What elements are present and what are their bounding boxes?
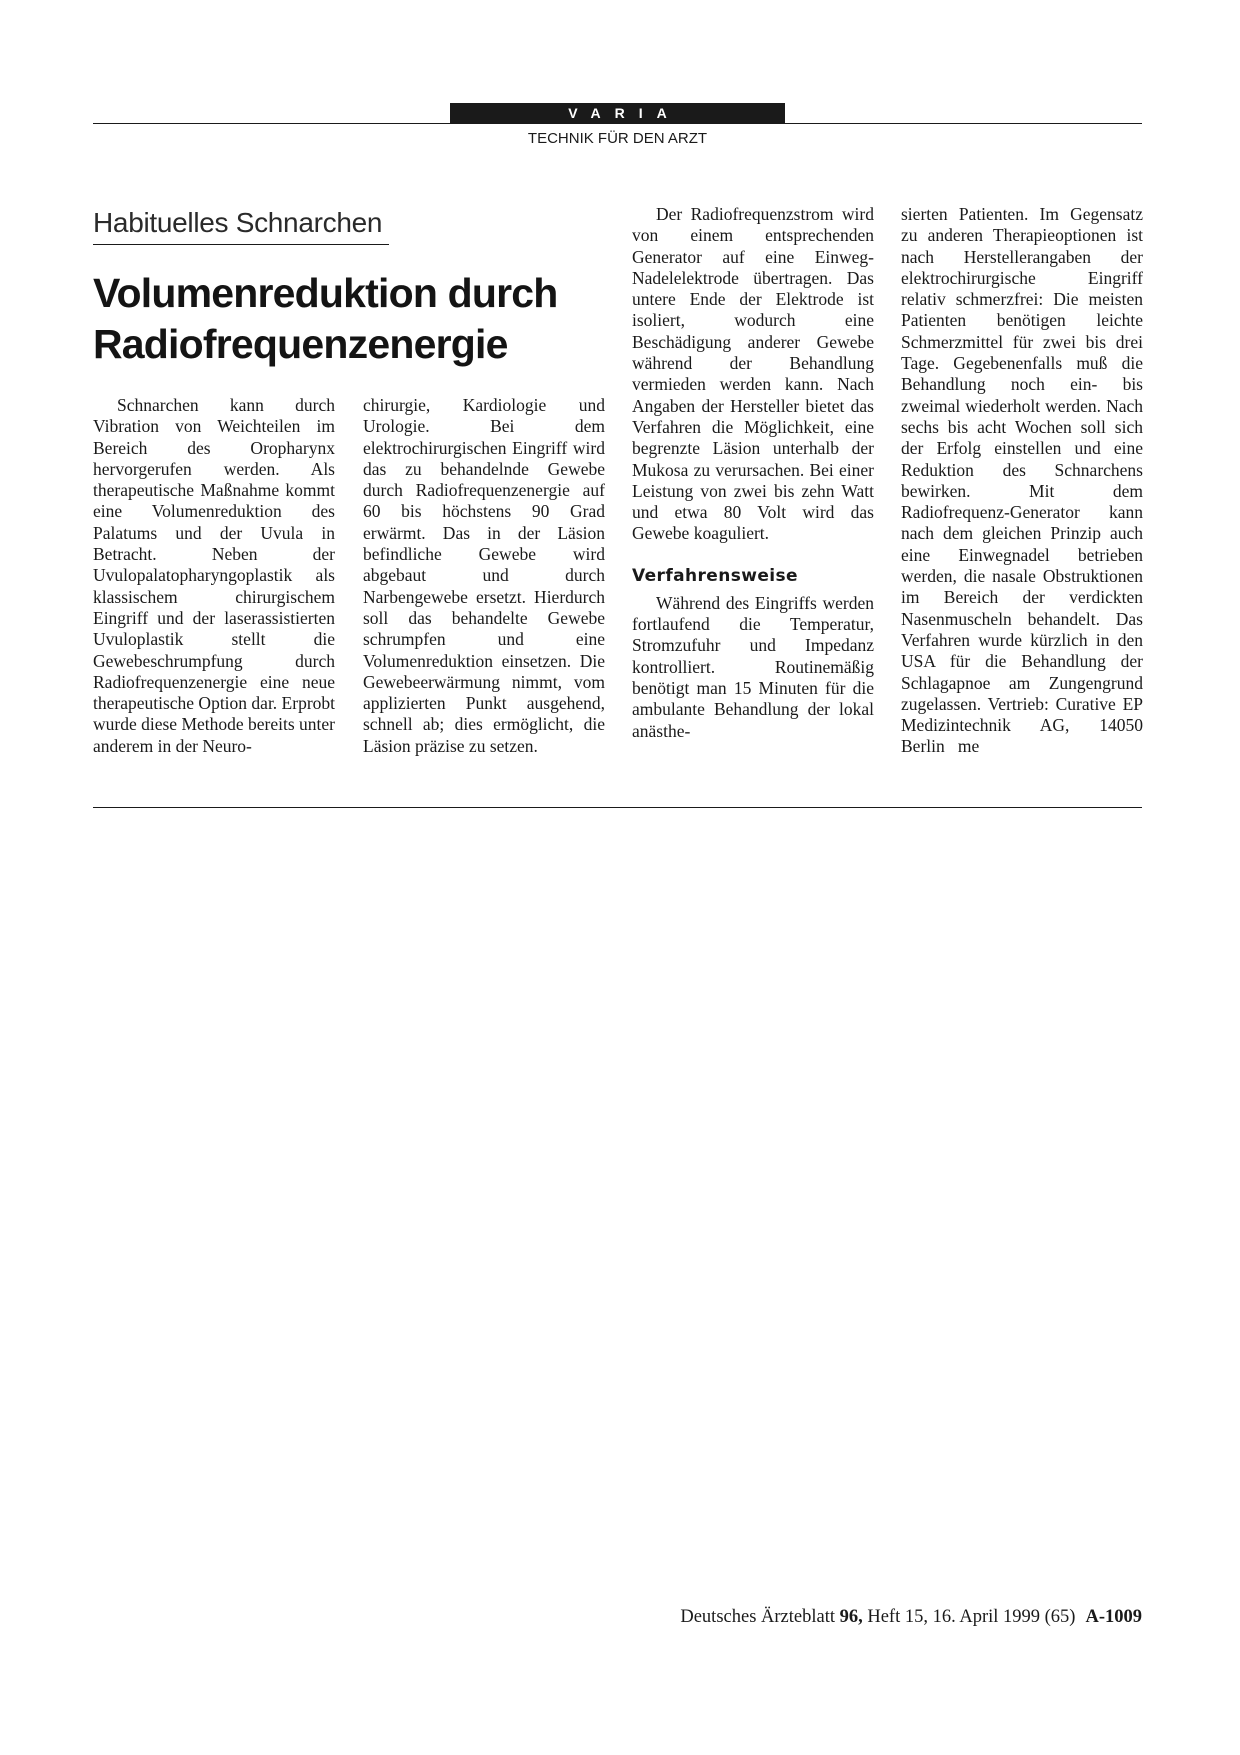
page-footer (680, 1605, 1142, 1629)
page-number: A-1009 (1085, 1607, 1142, 1627)
section-label: VARIA (450, 103, 785, 123)
article-end-rule (93, 807, 1142, 808)
header-rule (93, 123, 1142, 124)
journal-name: Deutsches Ärzteblatt (680, 1607, 835, 1627)
text-column-4 (901, 204, 1143, 758)
subsection-label: TECHNIK FÜR DEN ARZT (527, 130, 708, 147)
author-initials: me (957, 736, 980, 757)
article-kicker: Habituelles Schnarchen (93, 207, 383, 238)
paragraph-text: sierten Patienten. Im Gegensatz zu anderen Therapieoptionen ist nach Herstellerangaben der elektrochirurgische Eingriff relativ schmerzfrei: Die meisten Patienten benötigen leichte Schmerzmittel für zwei bis drei Tage. Gegebenenfalls muß die Behandlung noch ein- bis zweimal wiederholt werden. Nach sechs bis acht Wochen soll sich der Erfolg einstellen und eine Reduktion des Schnarchens bewirken. Mit dem Radiofrequenz-Generator kann nach dem gleichen Prinzip auch eine Einwegnadel betrieben werden, die nasale Obstruktionen im Bereich der verdickten Nasenmuscheln behandelt. Das Verfahren wurde kürzlich in den USA für die Behandlung der Schlagapnoe am Zungengrund zugelassen. Vertrieb: Curative EP Medizintechnik AG, 14050 Berlin (901, 204, 1143, 757)
text-column-2 (363, 395, 605, 757)
text-column-1 (93, 395, 335, 757)
kicker-underline (93, 244, 389, 245)
issue-date: Heft 15, 16. April 1999 (65) (867, 1607, 1076, 1627)
section-subheading: Verfahrensweise (632, 565, 798, 586)
paragraph: chirurgie, Kardiologie und Urologie. Bei dem elektrochirurgischen Eingriff wird das zu behandelnde Gewebe durch Radiofrequenzenergie auf 60 bis höchstens 90 Grad erwärmt. Das in der Läsion befindliche Gewebe wird abgebaut und durch Narbengewebe ersetzt. Hierdurch soll das behandelte Gewebe schrumpfen und eine Volumenreduktion einsetzen. Die Gewebeerwärmung nimmt, vom applizierten Punkt ausgehend, schnell ab; dies ermöglicht, die Läsion präzise zu setzen. (363, 395, 605, 756)
article-title (93, 268, 633, 370)
paragraph: Der Radiofrequenzstrom wird von einem entsprechenden Generator auf eine Einweg-Nadelelektrode übertragen. Das untere Ende der Elektrode ist isoliert, wodurch eine Beschädigung anderer Gewebe während der Behandlung vermieden werden kann. Nach Angaben der Hersteller bietet das Verfahren die Möglichkeit, eine begrenzte Läsion unterhalb der Mukosa zu verursachen. Bei einer Leistung von zwei bis zehn Watt und etwa 80 Volt wird das Gewebe koaguliert. (632, 204, 874, 544)
journal-volume: 96, (839, 1607, 863, 1627)
paragraph: Schnarchen kann durch Vibration von Weichteilen im Bereich des Oropharynx hervorgerufen werden. Als therapeutische Maßnahme kommt eine Volumenreduktion des Palatums und der Uvula in Betracht. Neben der Uvulopalatopharyngoplastik als klassischem chirurgischem Eingriff und der laserassistierten Uvuloplastik stellt die Gewebeschrumpfung durch Radiofrequenzenergie eine neue therapeutische Option dar. Erprobt wurde diese Methode bereits unter anderem in der Neuro- (93, 395, 336, 756)
paragraph (901, 204, 1143, 758)
text-column-3 (632, 204, 874, 742)
paragraph: Während des Eingriffs werden fortlaufend die Temperatur, Stromzufuhr und Impedanz kontrolliert. Routinemäßig benötigt man 15 Minuten für die ambulante Behandlung der lokal anästhe- (632, 592, 874, 741)
title-line-1: Volumenreduktion durch (93, 270, 558, 316)
title-line-2: Radiofrequenzenergie (93, 321, 508, 367)
